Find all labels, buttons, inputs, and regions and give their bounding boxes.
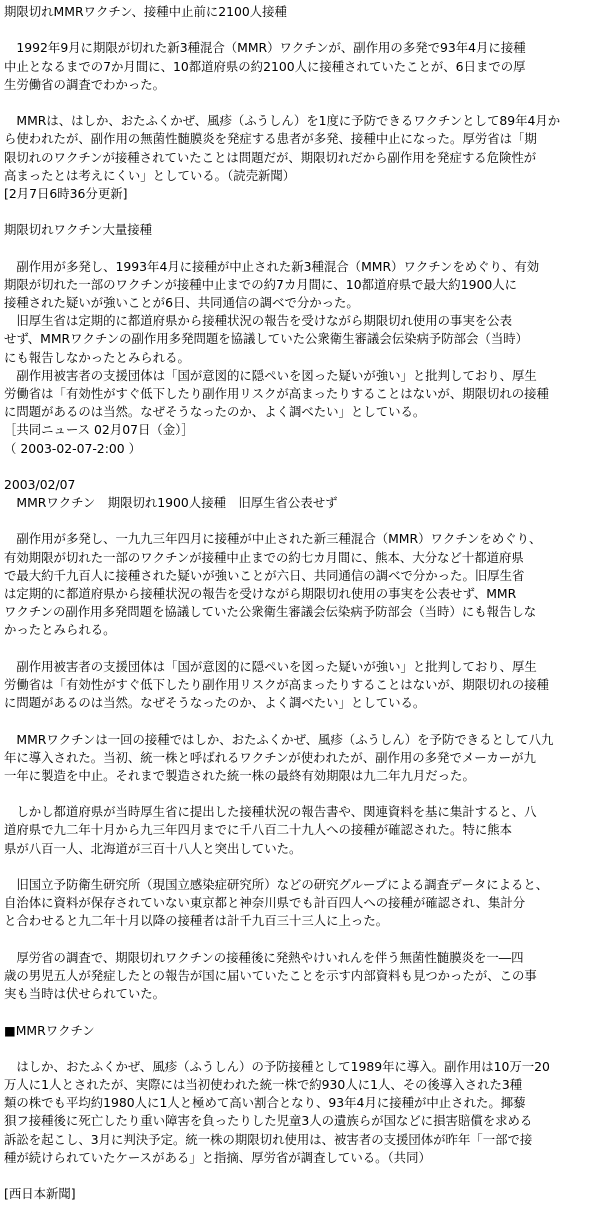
text-line: 生労働省の調査でわかった。 xyxy=(4,76,166,92)
text-line: ■MMRワクチン xyxy=(4,1022,95,1038)
blank-line xyxy=(4,512,609,530)
article-yomiuri xyxy=(4,3,609,203)
text-line: 高まったとは考えにくい」としている。（読売新聞） xyxy=(4,167,296,183)
text-line: [2月7日6時36分更新] xyxy=(4,185,128,201)
text-line: 2003/02/07 xyxy=(4,476,76,492)
text-line: は定期的に都道府県から接種状況の報告を受けながら期限切れ使用の事実を公表せず、MMR xyxy=(4,586,517,601)
blank-line xyxy=(4,458,609,476)
text-line: 万人に1人とされたが、実際には当初使われた統一株で約930人に1人、その後導入された3種 xyxy=(4,1077,523,1093)
text-line: 限切れのワクチンが接種されていたことは問題だが、期限切れだから副作用を発症する危険性が xyxy=(4,149,537,165)
text-line: 訴訟を起こし、3月に判決予定。統一株の期限切れ使用は、被害者の支援団体が昨年「一部で接 xyxy=(4,1131,533,1147)
text-line: かったとみられる。 xyxy=(4,622,116,638)
text-line: 有効期限が切れた一部のワクチンが接種中止までの約七カ月間に、熊本、大分など十都道府県 xyxy=(4,549,524,565)
text-line: に問題があるのは当然。なぜそうなったのか、よく調べたい」としている。 xyxy=(4,404,426,420)
text-line: 副作用が多発し、一九九三年四月に接種が中止された新三種混合（MMR）ワクチンをめぐり、 xyxy=(4,531,542,547)
text-line: で最大約千九百人に接種された疑いが強いことが六日、共同通信の調べで分かった。旧厚生省 xyxy=(4,567,525,583)
blank-line xyxy=(4,785,609,803)
text-line: 実も当時は伏せられていた。 xyxy=(4,986,166,1002)
blank-line xyxy=(4,712,609,730)
text-line: 類の株でも平均約1980人に1人と極めて高い割合となり、93年4月に接種が中止された。揶藜 xyxy=(4,1095,526,1111)
text-line: 狽フ接種後に死亡したり重い障害を負ったりした児童3人の遺族らが国などに損害賠償を求める xyxy=(4,1113,533,1129)
text-line: 年に導入された。当初、統一株と呼ばれるワクチンが使われたが、副作用の多発でメーカーが九 xyxy=(4,749,536,765)
text-line: [西日本新聞] xyxy=(4,1186,76,1202)
text-line: ［共同ニュース 02月07日（金）］ xyxy=(4,422,194,438)
blank-line xyxy=(4,203,609,221)
blank-line xyxy=(4,94,609,112)
text-line: 歳の男児五人が発症したとの報告が国に届いていたことを示す内部資料も見つかったが、この事 xyxy=(4,967,537,983)
blank-line xyxy=(4,1040,609,1058)
article-kyodo xyxy=(4,203,609,458)
blank-line xyxy=(4,931,609,949)
text-line: 期限切れワクチン大量接種 xyxy=(4,222,153,238)
blank-line xyxy=(4,1003,609,1021)
text-line: ら使われたが、副作用の無菌性髄膜炎を発症する患者が多発、接種中止になった。厚労省は「期 xyxy=(4,131,537,147)
text-line: MMRワクチンは一回の接種ではしか、おたふくかぜ、風疹（ふうしん）を予防できるとして八九 xyxy=(4,731,554,747)
blank-line xyxy=(4,239,609,257)
text-line: 労働省は「有効性がすぐ低下したり副作用リスクが高まったりすることはないが、期限切れの接種 xyxy=(4,385,549,401)
text-line: 副作用被害者の支援団体は「国が意図的に隠ぺいを図った疑いが強い」と批判しており、厚生 xyxy=(4,658,537,674)
text-line: にも報告しなかったとみられる。 xyxy=(4,349,190,365)
text-line: 副作用被害者の支援団体は「国が意図的に隠ぺいを図った疑いが強い」と批判しており、厚生 xyxy=(4,367,537,383)
blank-line xyxy=(4,858,609,876)
text-line: 種が続けられていたケースがある」と指摘、厚労省が調査している。（共同） xyxy=(4,1149,431,1165)
text-line: 中止となるまでの7か月間に、10都道府県の約2100人に接種されていたことが、6日までの厚 xyxy=(4,58,526,74)
text-line: 自治体に資料が保存されていない東京都と神奈川県でも計百四人への接種が確認され、集計分 xyxy=(4,895,526,911)
text-line: 旧厚生省は定期的に都道府県から接種状況の報告を受けながら期限切れ使用の事実を公表 xyxy=(4,313,513,329)
text-line: （ 2003-02-07-2:00 ） xyxy=(4,440,141,456)
text-line: に問題があるのは当然。なぜそうなったのか、よく調べたい」としている。 xyxy=(4,695,426,711)
article-nishinippon xyxy=(4,458,609,1204)
text-line: 県が八百一人、北海道が三百十八人と突出していた。 xyxy=(4,840,302,856)
text-line: はしか、おたふくかぜ、風疹（ふうしん）の予防接種として1989年に導入。副作用は10万一20 xyxy=(4,1058,550,1074)
text-line: 接種された疑いが強いことが6日、共同通信の調べで分かった。 xyxy=(4,295,359,310)
text-line: 期限切れMMRワクチン、接種中止前に2100人接種 xyxy=(4,4,287,19)
text-line: 労働省は「有効性がすぐ低下したり副作用リスクが高まったりすることはないが、期限切れの接種 xyxy=(4,676,549,692)
text-line: MMRワクチン 期限切れ1900人接種 旧厚生省公表せず xyxy=(4,495,338,511)
text-line: ワクチンの副作用多発問題を協議していた公衆衛生審議会伝染病予防部会（当時）にも報告しな xyxy=(4,604,537,620)
blank-line xyxy=(4,21,609,39)
text-line: と合わせると九二年十月以降の接種者は計千九百三十三人に上った。 xyxy=(4,913,389,929)
blank-line xyxy=(4,640,609,658)
text-line: 1992年9月に期限が切れた新3種混合（MMR）ワクチンが、副作用の多発で93年4月に接種 xyxy=(4,40,526,56)
text-line: 旧国立予防衛生研究所（現国立感染症研究所）などの研究グループによる調査データによると、 xyxy=(4,877,549,892)
text-line: 道府県で九二年十月から九三年四月までに千八百二十九人への接種が確認された。特に熊本 xyxy=(4,822,513,838)
text-line: 厚労省の調査で、期限切れワクチンの接種後に発熱やけいれんを伴う無菌性髄膜炎を一―四 xyxy=(4,949,524,965)
text-line: 期限が切れた一部のワクチンが接種中止までの約7カ月間に、10都道府県で最大約1900人に xyxy=(4,276,518,292)
text-line: せず、MMRワクチンの副作用多発問題を協議していた公衆衛生審議会伝染病予防部会（当時） xyxy=(4,331,529,347)
text-line: しかし都道府県が当時厚生省に提出した接種状況の報告書や、関連資料を基に集計すると、八 xyxy=(4,804,537,820)
text-line: 一年に製造を中止。それまで製造された統一株の最終有効期限は九二年九月だった。 xyxy=(4,767,475,783)
text-line: 副作用が多発し、1993年4月に接種が中止された新3種混合（MMR）ワクチンをめぐり、有効 xyxy=(4,258,540,274)
text-line: MMRは、はしか、おたふくかぜ、風疹（ふうしん）を1度に予防できるワクチンとして89年4月か xyxy=(4,113,561,129)
blank-line xyxy=(4,1167,609,1185)
